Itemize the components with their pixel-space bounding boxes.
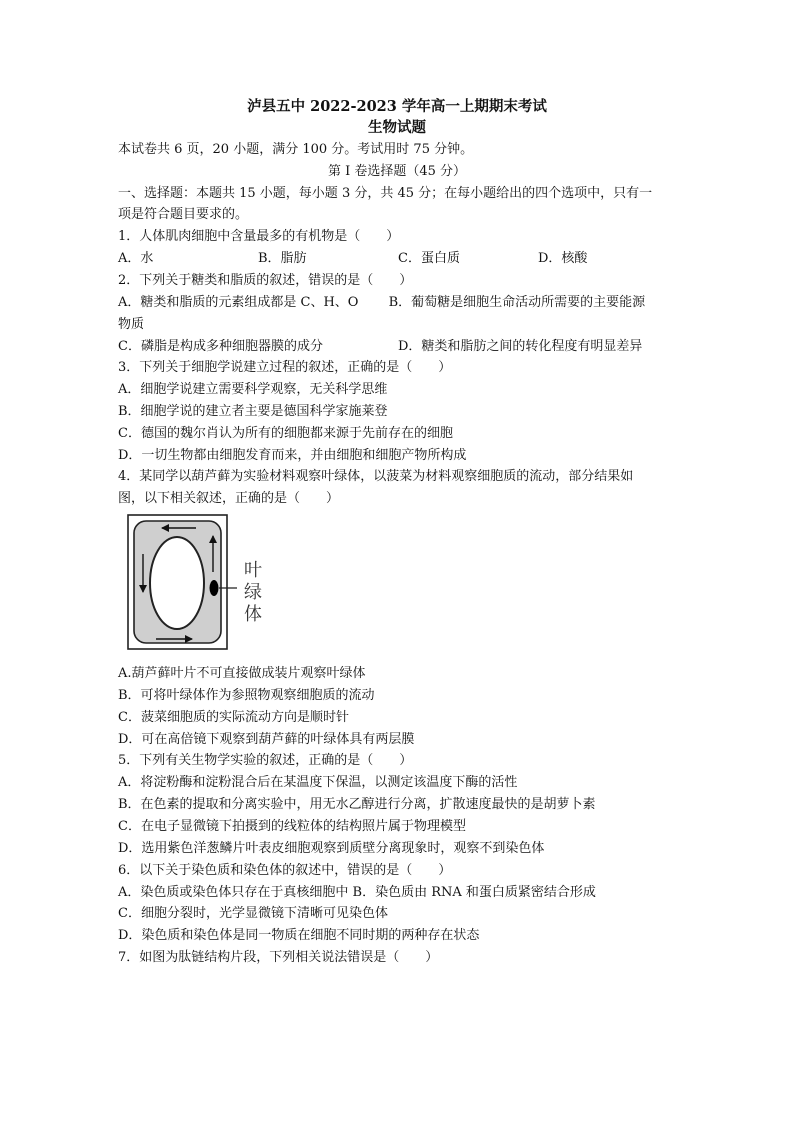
instructions-line-2: 项是符合题目要求的。 [118,207,249,222]
question-1-option-d: D．核酸 [538,251,588,266]
question-4-option-b: B．可将叶绿体作为参照物观察细胞质的流动 [118,688,375,703]
question-2-option-d: D．糖类和脂肪之间的转化程度有明显差异 [398,339,643,354]
figure-label-1: 叶 [244,560,262,581]
question-3-option-d: D．一切生物都由细胞发育而来，并由细胞和细胞产物所构成 [118,448,467,463]
question-1-option-a: A．水 [118,251,154,266]
question-6-option-c: C．细胞分裂时，光学显微镜下清晰可见染色体 [118,906,388,921]
exam-info: 本试卷共 6 页，20 小题，满分 100 分。考试用时 75 分钟。 [118,142,474,157]
question-3-option-a: A．细胞学说建立需要科学观察，无关科学思维 [118,382,388,397]
question-1-stem: 1．人体肌肉细胞中含量最多的有机物是（ ） [118,229,400,244]
question-1-option-b: B．脂肪 [258,251,307,266]
question-7-stem: 7．如图为肽链结构片段，下列相关说法错误是（ ） [118,950,439,965]
question-6-options-ab: A．染色质或染色体只存在于真核细胞中 B．染色质由 RNA 和蛋白质紧密结合形成 [118,885,596,900]
exam-subject: 生物试题 [368,119,426,136]
chloroplast [210,580,219,596]
instructions-line-1: 一、选择题：本题共 15 小题，每小题 3 分，共 45 分；在每小题给出的四个选项中，只有一 [118,186,653,201]
question-5-stem: 5．下列有关生物学实验的叙述，正确的是（ ） [118,753,413,768]
cell-cytoplasm-flow-figure [126,512,276,652]
question-4-option-d: D．可在高倍镜下观察到葫芦藓的叶绿体具有两层膜 [118,732,415,747]
question-2-options-ab: A．糖类和脂质的元素组成都是 C、H、O B．葡萄糖是细胞生命活动所需要的主要能源 [118,295,646,310]
question-6-stem: 6．以下关于染色质和染色体的叙述中，错误的是（ ） [118,863,452,878]
question-4-stem-line-1: 4．某同学以葫芦藓为实验材料观察叶绿体，以菠菜为材料观察细胞质的流动，部分结果如 [118,469,634,484]
question-5-option-d: D．选用紫色洋葱鳞片叶表皮细胞观察到质壁分离现象时，观察不到染色体 [118,841,545,856]
exam-title: 泸县五中 2022-2023 学年高一上期期末考试 [247,98,547,115]
question-3-option-c: C．德国的魏尔肖认为所有的细胞都来源于先前存在的细胞 [118,426,453,441]
figure-label-2: 绿 [244,582,262,603]
figure-label-3: 体 [244,604,262,625]
question-3-stem: 3．下列关于细胞学说建立过程的叙述，正确的是（ ） [118,360,452,375]
cell-diagram [126,512,276,652]
question-4-option-c: C．菠菜细胞质的实际流动方向是顺时针 [118,710,349,725]
question-6-option-d: D．染色质和染色体是同一物质在细胞不同时期的两种存在状态 [118,928,480,943]
question-1-option-c: C．蛋白质 [398,251,460,266]
vacuole [150,537,204,629]
question-5-option-b: B．在色素的提取和分离实验中，用无水乙醇进行分离，扩散速度最快的是胡萝卜素 [118,797,596,812]
question-2-stem: 2．下列关于糖类和脂质的叙述，错误的是（ ） [118,273,413,288]
question-2-options-ab-cont: 物质 [118,317,145,332]
question-5-option-a: A．将淀粉酶和淀粉混合后在某温度下保温，以测定该温度下酶的活性 [118,775,518,790]
question-3-option-b: B．细胞学说的建立者主要是德国科学家施莱登 [118,404,388,419]
question-2-option-c: C．磷脂是构成多种细胞器膜的成分 [118,339,323,354]
question-4-stem-line-2: 图，以下相关叙述，正确的是（ ） [118,491,340,506]
question-4-option-a: A.葫芦藓叶片不可直接做成装片观察叶绿体 [118,666,366,681]
question-5-option-c: C．在电子显微镜下拍摄到的线粒体的结构照片属于物理模型 [118,819,466,834]
section-heading: 第 I 卷选择题（45 分） [327,164,467,179]
